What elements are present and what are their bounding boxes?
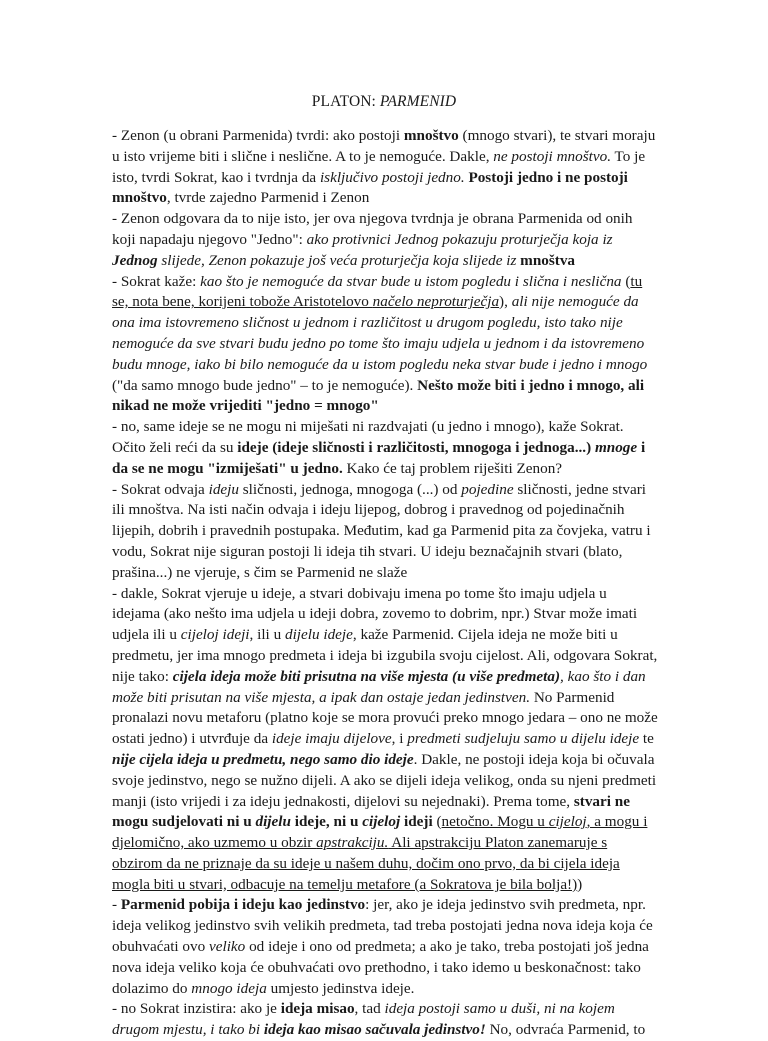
text-run: ideje (ideje sličnosti i različitosti, mnogoga i jednoga...) (237, 438, 595, 456)
text-run: kao što je nemoguće da stvar bude u istom pogledu i slična i neslična (200, 272, 622, 290)
text-run: netočno. Mogu u (441, 813, 549, 831)
text-run: ideje, ni u (290, 813, 363, 831)
paragraph-4 (112, 417, 658, 479)
text-run: tu se, nota bene, korijeni tobože Aristotelovo (112, 272, 643, 311)
text-run: - no Sokrat inzistira: ako je (112, 1000, 281, 1018)
text-run: - Zenon (u obrani Parmenida) tvrdi: ako postoji (112, 127, 404, 144)
text-run (112, 252, 158, 269)
text-run (173, 668, 560, 685)
text-run: cijeloj ideji (180, 626, 250, 644)
text-run: apstrakciju. (316, 834, 389, 852)
text-run: dijelu (255, 813, 291, 831)
text-run: nije cijela ideja u predmetu, nego samo dio ideje (112, 750, 414, 768)
text-run: Jednog (112, 251, 158, 269)
text-run: : jer, ako je ideja jedinstvo svih predmeta, npr. ideja velikog jedinstvo svih velikih predmeta, tad treba postojati jedna nova ideja koja će obuhvaćati ovo (112, 896, 653, 956)
text-run: cijeloj (362, 813, 401, 831)
text-run: ako protivnici Jednog pokazuju proturječja koja iz (306, 230, 613, 248)
text-run: mnoge (594, 438, 638, 456)
text-run: ideja kao misao sačuvala jedinstvo! (263, 1021, 486, 1039)
text-run: pojedine (461, 480, 514, 498)
text-run: ideja misao (280, 1000, 355, 1018)
paragraph-5 (112, 480, 658, 584)
text-run: ( (621, 272, 631, 290)
text-run: Parmenid pobija i ideju kao jedinstvo (120, 896, 366, 914)
paragraph-1 (112, 126, 658, 209)
text-run: , ili u (249, 626, 285, 644)
text-run: ( (432, 813, 442, 831)
text-run: To je isto, tvrdi Sokrat, kao i tvrdnja da (112, 147, 646, 186)
text-run: cijeloj (548, 813, 587, 831)
text-run: te (639, 730, 654, 748)
text-run: - dakle, Sokrat vjeruje u ideje, a stvari dobivaju imena po tome što imaju udjela u idejama (ako nešto ima udjela u ideji dobra, zovemo to dobrim, npr.) Stvar može imati udjela ili u (112, 584, 638, 644)
text-run: ) (577, 875, 583, 893)
text-run: sličnosti, jedne stvari ili mnoštva. Na isti način odvaja i ideju lijepog, dobrog i pravednog od pojedinačnih lijepih, dobrih i pravednih postupaka. Međutim, kad ga Parmenid pita za čovjeka, vatru i vodu, Sokrat nije siguran postoji li ideja tih stvari. U ideju beznačajnih stvari (blato, prašina...) ne vjeruje, s čim se Parmenid ne slaže (112, 480, 651, 581)
text-run: od ideje i ono od predmeta; a ako je tako, treba postojati još jedna nova ideja veliko koja će obuhvaćati ovo prethodno, i tako idemo u beskonačnost: tako dolazimo do (112, 938, 649, 997)
text-run: Nešto može biti i jedno i mnogo, ali nikad ne može vrijediti "jedno = mnogo" (112, 376, 645, 415)
text-run: cijela ideja može biti prisutna na više mjesta (u više predmeta) (172, 667, 561, 685)
text-run: načelo neproturječja (372, 293, 500, 311)
text-run: ideje imaju dijelove (271, 730, 392, 748)
text-run: i da se ne mogu "izmiješati" u jedno. (112, 438, 646, 477)
text-run (112, 751, 414, 768)
title-text: PLATON: (311, 93, 380, 110)
text-run: veliko (209, 938, 246, 956)
paragraph-8 (112, 999, 658, 1041)
document-body (112, 126, 658, 1041)
text-run: - Sokrat kaže: (112, 272, 201, 290)
text-run (362, 813, 400, 830)
text-run: ali nije nemoguće da ona ima istovremeno sličnost u jednom i različitost u drugom pogledu, isto tako nije nemoguće da sve stvari budu jedno po tome što imaju udjela u jednom i da istovremeno budu mnoge, iako bi bilo nemoguće da u istom pogledu neka stvar bude i jedno i mnogo (112, 293, 648, 373)
text-run: predmeti sudjeluju samo u dijelu ideje (407, 730, 640, 748)
text-run: No Parmenid pronalazi novu metaforu (platno koje se mora provući preko mnogo jedara – ono ne može ostati jedno) i utvrđuje da (112, 688, 658, 748)
text-run: slijede, Zenon pokazuje još veća proturječja koja slijede iz (157, 251, 521, 269)
text-run: Kako će taj problem riješiti Zenon? (342, 459, 563, 477)
text-run: ideji (400, 813, 433, 831)
title-italic: PARMENID (379, 93, 457, 110)
text-run: Ali apstrakciju Platon zanemaruje s obzirom da ne priznaje da su ideje u našem duhu, dočim ono prvo, da bi cijela ideja mogla biti u stvari, odbacuje na temelju metafore (a Sokratova je bila bolja!) (112, 834, 620, 893)
text-run: , tvrde zajedno Parmenid i Zenon (166, 189, 370, 207)
text-run: No, odvraća Parmenid, to (485, 1021, 646, 1039)
text-run: mnoštva (520, 251, 576, 269)
text-run: (mnogo stvari), te stvari moraju u isto vrijeme biti i slične i neslične. A to je nemoguće. Dakle, (112, 127, 656, 165)
text-run: mnoštvo (403, 127, 459, 144)
text-run: Postoji jedno i ne postoji mnoštvo (112, 168, 628, 207)
text-run: ne postoji mnoštvo. (493, 147, 611, 165)
text-run (595, 439, 637, 456)
paragraph-6 (112, 584, 658, 896)
text-run: . Dakle, ne postoji ideja koja bi očuvala svoje jedinstvo, nego se nužno dijeli. A ako se dijeli ideja velikog, onda su njeni predmeti manji (isto vrijedi i za ideju jednakosti, dijelovi su nejednaki). Prema tome, (112, 750, 657, 810)
text-run: isključivo postoji jedno. (319, 168, 465, 186)
text-run: ("da samo mnogo bude jedno" – to je nemoguće). (112, 376, 418, 394)
text-run: - Zenon odgovara da to nije isto, jer ova njegova tvrdnja je obrana Parmenida od onih koji napadaju njegovo "Jedno": (112, 210, 633, 248)
text-run: stvari ne mogu sudjelovati ni u (112, 792, 630, 831)
text-run: mnogo ideja (191, 979, 267, 997)
text-run: , a mogu i djelomično, ako uzmemo u obzir (112, 813, 648, 852)
text-run: ideja postoji samo u duši, ni na kojem drugom mjestu, i tako bi (112, 1000, 615, 1039)
text-run: sličnosti, jednoga, mnogoga (...) od (238, 480, 462, 498)
text-run: , kao što i dan može biti prisutan na više mjesta, a ipak dan ostaje jedan jedinstven. (112, 667, 646, 706)
text-run: , tad (354, 1000, 385, 1018)
text-run: ), (499, 293, 512, 311)
text-run: dijelu ideje (284, 626, 353, 644)
text-run: umjesto jedinstva ideje. (266, 979, 415, 997)
page-title (0, 92, 768, 113)
text-run: , kaže Parmenid. Cijela ideja ne može biti u predmetu, jer ima mnogo predmeta i ideja bi izgubila svoju cijelost. Ali, odgovara Sokrat, nije tako: (112, 626, 658, 685)
paragraph-2 (112, 209, 658, 271)
text-run (255, 813, 290, 830)
text-run: - Sokrat odvaja (112, 480, 209, 498)
paragraph-3 (112, 272, 658, 418)
text-run: - (112, 896, 121, 914)
text-run: ideju (208, 480, 239, 498)
paragraph-7 (112, 895, 658, 999)
text-run: , i (391, 730, 408, 748)
text-run: - no, same ideje se ne mogu ni miješati ni razdvajati (u jedno i mnogo), kaže Sokrat. Očito želi reći da su (112, 418, 624, 456)
